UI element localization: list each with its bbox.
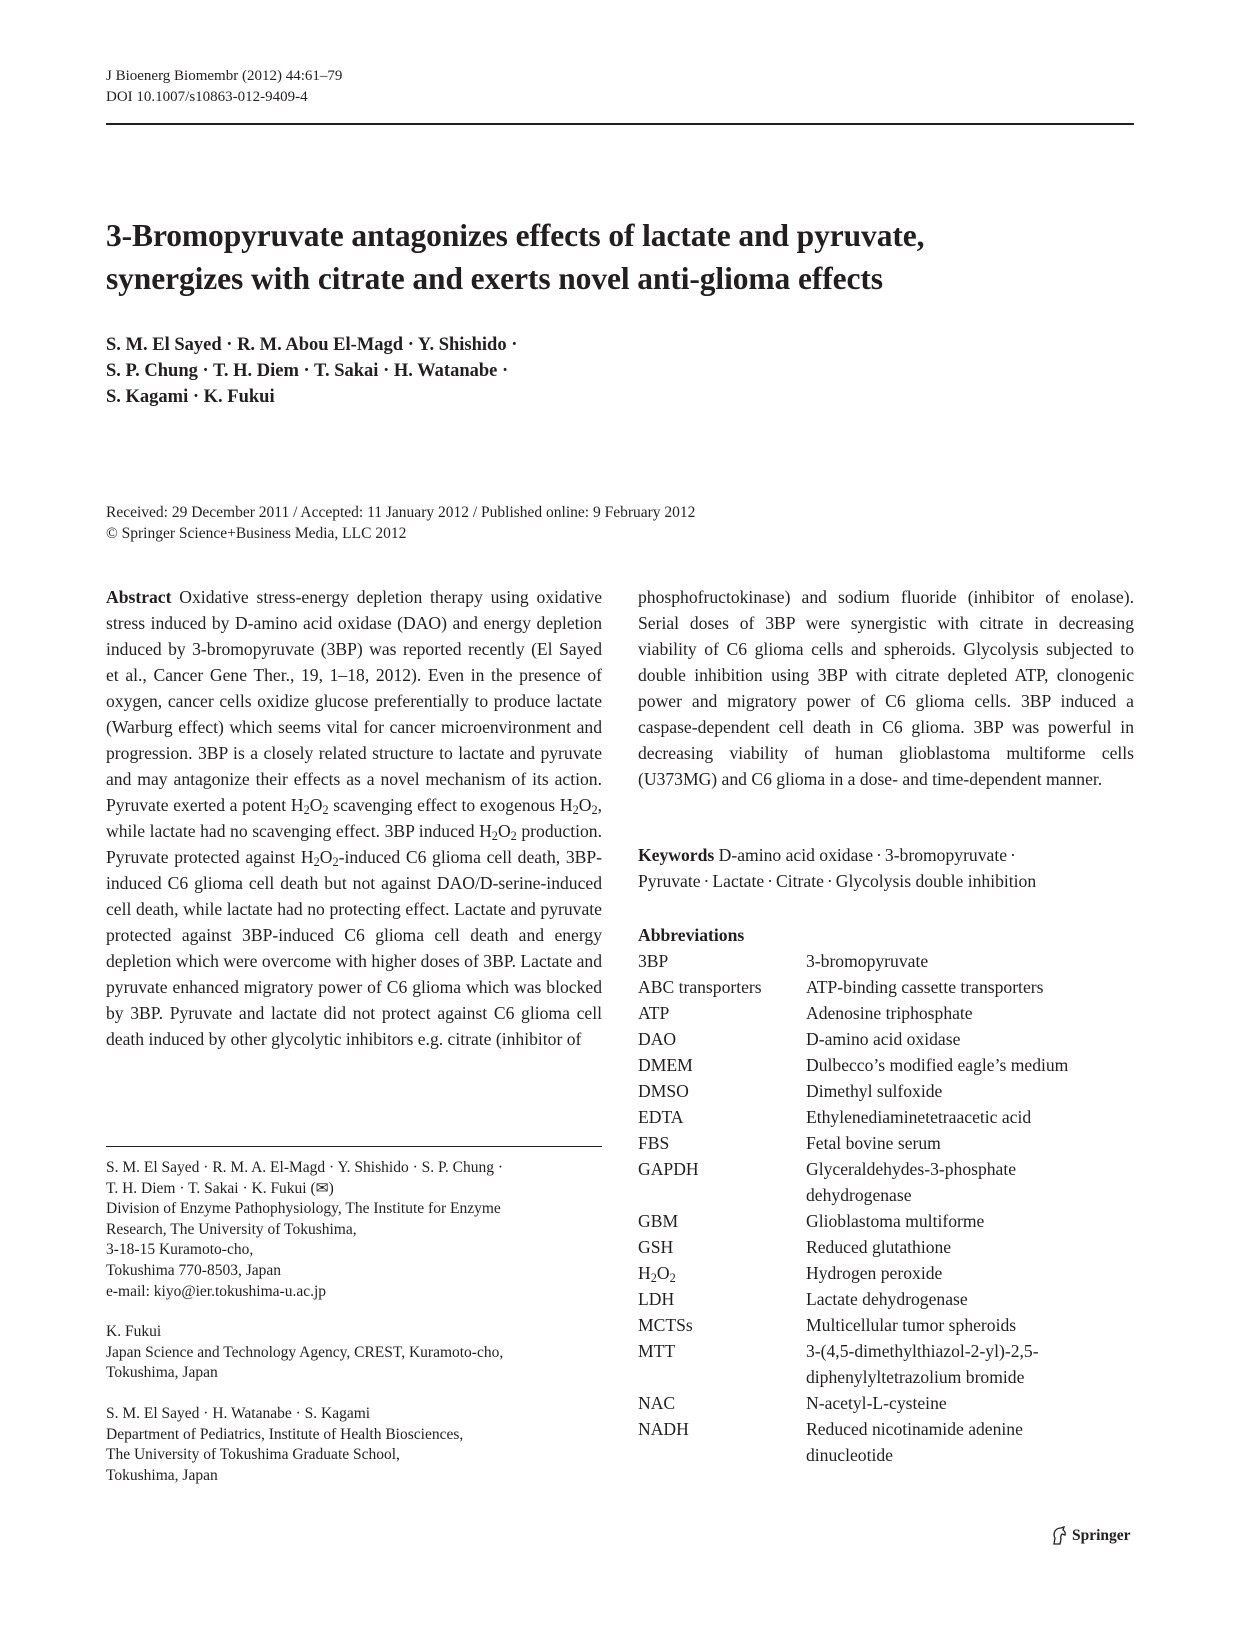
abbreviation-term: LDH xyxy=(638,1289,675,1309)
abbreviation-row xyxy=(638,1260,1106,1286)
keyword-item: Glycolysis double inhibition xyxy=(835,871,1037,891)
abstract-label: Abstract xyxy=(106,587,172,607)
authors-line-3: S. Kagami · K. Fukui xyxy=(106,387,275,407)
abbreviation-row xyxy=(638,1026,1106,1052)
abbreviation-definition: Lactate dehydrogenase xyxy=(806,1289,968,1309)
affiliation-line: Tokushima, Japan xyxy=(106,1364,218,1382)
affiliation-line: S. M. El Sayed · R. M. A. El-Magd · Y. Shishido · S. P. Chung · xyxy=(106,1159,504,1176)
authors-line-2: S. P. Chung · T. H. Diem · T. Sakai · H. Watanabe · xyxy=(106,361,509,381)
abbreviation-definition: D-amino acid oxidase xyxy=(806,1029,961,1049)
abbreviation-row xyxy=(638,948,1106,974)
title-line-2: synergizes with citrate and exerts novel anti-glioma effects xyxy=(106,261,883,296)
abbreviation-definition: N-acetyl-L-cysteine xyxy=(806,1393,947,1413)
abbreviation-term: MTT xyxy=(638,1341,676,1361)
abbreviation-row xyxy=(638,1104,1106,1130)
abbreviation-term: DAO xyxy=(638,1029,677,1049)
abbreviation-definition: Dimethyl sulfoxide xyxy=(806,1081,943,1101)
affiliation-line: The University of Tokushima Graduate School, xyxy=(106,1446,400,1464)
keyword-item: Pyruvate xyxy=(638,871,701,891)
abbreviation-row xyxy=(638,1312,1106,1338)
abbreviation-definition: Glyceraldehydes-3-phosphate dehydrogenase xyxy=(806,1159,1017,1205)
abbreviation-term: DMEM xyxy=(638,1055,693,1075)
abbreviation-definition: ATP-binding cassette transporters xyxy=(806,977,1044,997)
author-list xyxy=(106,332,517,410)
abbreviation-row xyxy=(638,1390,1106,1416)
publisher-logo xyxy=(1050,1526,1131,1546)
keyword-item: 3-bromopyruvate xyxy=(884,845,1008,865)
keywords: Keywords D-amino acid oxidase · 3-bromopyruvate · Pyruvate · Lactate · Citrate · Glycolysis double inhibition xyxy=(638,845,1037,891)
abbreviation-term: ATP xyxy=(638,1003,670,1023)
h2o2-formula: $H_2O_2$ xyxy=(559,795,598,818)
h2o2-formula: $H_2O_2$ xyxy=(290,795,329,818)
abbreviation-definition: Glioblastoma multiforme xyxy=(806,1211,985,1231)
abbreviation-row xyxy=(638,1078,1106,1104)
authors-line-1: S. M. El Sayed · R. M. Abou El-Magd · Y. Shishido · xyxy=(106,335,518,355)
abbreviation-term: FBS xyxy=(638,1133,670,1153)
abstract-text-3: , while lactate had no scavenging effect. 3BP induced xyxy=(106,795,602,841)
abbreviation-row xyxy=(638,1052,1106,1078)
abbreviation-term: EDTA xyxy=(638,1107,684,1127)
abbreviation-definition: Multicellular tumor spheroids xyxy=(806,1315,1017,1335)
keyword-item: D-amino acid oxidase xyxy=(718,845,874,865)
abbreviation-term: MCTSs xyxy=(638,1315,693,1335)
affiliations xyxy=(106,1158,602,1506)
abbreviation-row xyxy=(638,1000,1106,1026)
affiliation-line: Department of Pediatrics, Institute of Health Biosciences, xyxy=(106,1425,464,1443)
abbreviation-row xyxy=(638,1130,1106,1156)
keyword-item: Citrate xyxy=(776,871,824,891)
keyword-item: Lactate xyxy=(712,871,765,891)
abbreviation-term: $H_2O_2$ xyxy=(638,1263,676,1286)
abbreviation-definition: Reduced glutathione xyxy=(806,1237,952,1257)
title-line-1: 3-Bromopyruvate antagonizes effects of lactate and pyruvate, xyxy=(106,218,925,253)
abstract-text-4: production. Pyruvate protected against xyxy=(106,821,602,867)
affiliation-line: Research, The University of Tokushima, xyxy=(106,1220,357,1238)
history-line: Received: 29 December 2011 / Accepted: 11 January 2012 / Published online: 9 February 2012 xyxy=(106,504,696,521)
abbreviation-row xyxy=(638,1208,1106,1234)
keywords-label: Keywords xyxy=(638,845,715,865)
journal-citation xyxy=(106,66,342,108)
publisher-name: Springer xyxy=(1072,1527,1131,1544)
header-rule xyxy=(106,123,1134,125)
abbreviations-list xyxy=(638,948,1106,1468)
abbreviation-definition: Adenosine triphosphate xyxy=(806,1003,973,1023)
abbreviation-definition: Hydrogen peroxide xyxy=(806,1263,943,1283)
abbreviation-row xyxy=(638,1416,1106,1468)
abbreviation-row xyxy=(638,1234,1106,1260)
affiliation-line: Tokushima, Japan xyxy=(106,1466,218,1484)
affiliation-block xyxy=(106,1404,602,1486)
abbreviation-term: GAPDH xyxy=(638,1159,699,1179)
abbreviation-term: 3BP xyxy=(638,951,669,971)
abbreviation-term: ABC transporters xyxy=(638,977,762,997)
abbreviation-definition: 3-(4,5-dimethylthiazol-2-yl)-2,5-diphenylyltetrazolium bromide xyxy=(806,1341,1039,1387)
abbreviation-definition: Ethylenediaminetetraacetic acid xyxy=(806,1107,1032,1127)
affiliation-line: K. Fukui xyxy=(106,1323,162,1341)
affiliation-line: Division of Enzyme Pathophysiology, The Institute for Enzyme xyxy=(106,1200,501,1218)
h2o2-formula: $H_2O_2$ xyxy=(479,821,517,844)
affiliation-line: 3-18-15 Kuramoto-cho, xyxy=(106,1241,254,1259)
affiliation-line: Tokushima 770-8503, Japan xyxy=(106,1261,281,1279)
springer-horse-icon xyxy=(1050,1526,1068,1546)
affiliation-line: Japan Science and Technology Agency, CREST, Kuramoto-cho, xyxy=(106,1343,504,1361)
abstract xyxy=(106,584,602,1052)
abbreviation-definition: Dulbecco’s modified eagle’s medium xyxy=(806,1055,1069,1075)
affiliation-line: T. H. Diem · T. Sakai · K. Fukui (✉) xyxy=(106,1179,334,1197)
publication-dates xyxy=(106,502,695,544)
abbreviation-term: GBM xyxy=(638,1211,679,1231)
abbreviations-heading: Abbreviations xyxy=(638,925,745,945)
abbreviation-row xyxy=(638,1338,1106,1390)
affiliation-block xyxy=(106,1322,602,1384)
copyright-line: © Springer Science+Business Media, LLC 2012 xyxy=(106,525,407,542)
article-title xyxy=(106,214,1146,300)
abstract-text-5: -induced C6 glioma cell death, 3BP-induced C6 glioma cell death but not against DAO/D-serine-induced cell death, while lactate had no protecting effect. Lactate and pyruvate protected against 3BP-induced C6 glioma cell death and energy depletion which were overcome with higher doses of 3BP. Lactate and pyruvate enhanced migratory power of C6 glioma which was blocked by 3BP. Pyruvate and lactate did not protect against C6 glioma cell death induced by other glycolytic inhibitors e.g. citrate (inhibitor of xyxy=(106,847,602,1049)
abbreviation-definition: Reduced nicotinamide adenine dinucleotide xyxy=(806,1419,1023,1465)
abbreviation-row xyxy=(638,974,1106,1000)
journal-line: J Bioenerg Biomembr (2012) 44:61–79 xyxy=(106,68,343,84)
abbreviation-row xyxy=(638,1156,1106,1208)
abbreviation-term: NADH xyxy=(638,1419,689,1439)
abbreviation-term: DMSO xyxy=(638,1081,689,1101)
abbreviation-term: NAC xyxy=(638,1393,676,1413)
email-link[interactable]: e-mail: kiyo@ier.tokushima-u.ac.jp xyxy=(106,1282,327,1300)
doi-line: DOI 10.1007/s10863-012-9409-4 xyxy=(106,89,308,105)
abstract-continued: phosphofructokinase) and sodium fluoride (inhibitor of enolase). Serial doses of 3BP were synergistic with citrate in decreasing viability of C6 glioma cells and spheroids. Glycolysis subjected to double inhibition using 3BP with citrate depleted ATP, clonogenic power and migratory power of C6 glioma cells. 3BP induced a caspase-dependent cell death in C6 glioma. 3BP was powerful in decreasing viability of human glioblastoma multiforme cells (U373MG) and C6 glioma in a dose- and time-dependent manner. xyxy=(638,587,1134,789)
abbreviation-definition: Fetal bovine serum xyxy=(806,1133,941,1153)
abbreviation-definition: 3-bromopyruvate xyxy=(806,951,929,971)
affiliation-line: S. M. El Sayed · H. Watanabe · S. Kagami xyxy=(106,1404,371,1422)
abstract-text-2: scavenging effect to exogenous xyxy=(328,795,560,815)
abbreviation-row xyxy=(638,1286,1106,1312)
footnote-rule xyxy=(106,1146,602,1147)
affiliation-block xyxy=(106,1158,602,1302)
abbreviation-term: GSH xyxy=(638,1237,674,1257)
h2o2-formula: $H_2O_2$ xyxy=(300,847,339,870)
abstract-text-1: Oxidative stress-energy depletion therapy using oxidative stress induced by D-amino acid oxidase (DAO) and energy depletion induced by 3-bromopyruvate (3BP) was reported recently (El Sayed et al., Cancer Gene Ther., 19, 1–18, 2012). Even in the presence of oxygen, cancer cells oxidize glucose preferentially to produce lactate (Warburg effect) which seems vital for cancer microenvironment and progression. 3BP is a closely related structure to lactate and pyruvate and may antagonize their effects as a novel mechanism of its action. Pyruvate exerted a potent xyxy=(106,587,602,815)
